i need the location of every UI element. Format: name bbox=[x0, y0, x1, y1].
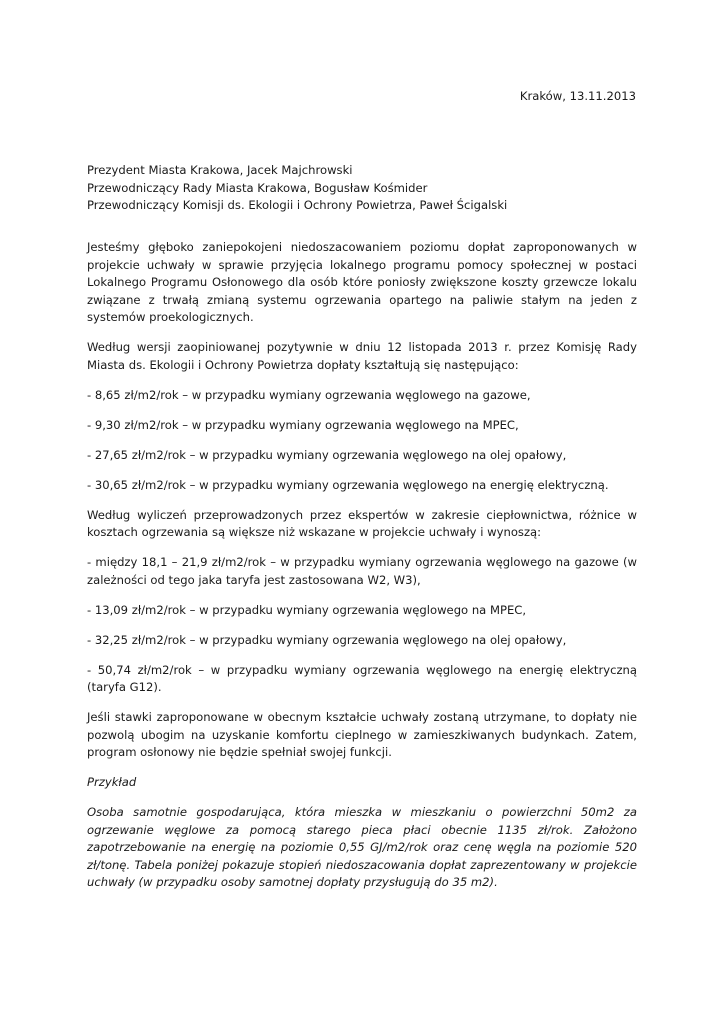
recipients-block bbox=[87, 162, 647, 215]
list-item: - 13,09 zł/m2/rok – w przypadku wymiany ogrzewania węglowego na MPEC, bbox=[87, 602, 527, 617]
list-item: - 9,30 zł/m2/rok – w przypadku wymiany ogrzewania węglowego na MPEC, bbox=[87, 417, 519, 432]
example-heading: Przykład bbox=[87, 775, 137, 789]
intro-paragraph: Jesteśmy głęboko zaniepokojeni niedoszacowaniem poziomu dopłat zaproponowanych w projekcie uchwały w sprawie przyjęcia lokalnego programu pomocy społecznej w postaci Lokalnego Programu Osłonowego dla osób które poniosły zwiększone koszty grzewcze lokalu związane z trwałą zmianą systemu ogrzewania opartego na paliwie stałym na jeden z systemów proekologicznych. bbox=[87, 240, 637, 324]
list-item: - 27,65 zł/m2/rok – w przypadku wymiany ogrzewania węglowego na olej opałowy, bbox=[87, 447, 567, 462]
experts-paragraph: Według wyliczeń przeprowadzonych przez ekspertów w zakresie ciepłownictwa, różnice w kosztach ogrzewania są większe niż wskazane w projekcie uchwały i wynoszą: bbox=[87, 507, 637, 539]
list-item: - między 18,1 – 21,9 zł/m2/rok – w przypadku wymiany ogrzewania węglowego na gazowe (w zależności od tego jaka taryfa jest zastosowana W2, W3), bbox=[87, 555, 637, 587]
example-paragraph: Osoba samotnie gospodarująca, która mieszka w mieszkaniu o powierzchni 50m2 za ogrzewanie węglowe za pomocą starego pieca płaci obecnie 1135 zł/rok. Założono zapotrzebowanie na energię na poziomie 0,55 GJ/m2/rok oraz cenę węgla na poziomie 520 zł/tonę. Tabela poniżej pokazuje stopień niedoszacowania dopłat zaprezentowany w projekcie uchwały (w przypadku osoby samotnej dopłaty przysługują do 35 m2). bbox=[87, 805, 637, 889]
letter-date: Kraków, 13.11.2013 bbox=[519, 89, 636, 103]
recipient-commission-chair: Przewodniczący Komisji ds. Ekologii i Ochrony Powietrza, Paweł Ścigalski bbox=[87, 198, 508, 212]
list-item: - 30,65 zł/m2/rok – w przypadku wymiany ogrzewania węglowego na energię elektryczną. bbox=[87, 477, 609, 492]
recipient-council-chair: Przewodniczący Rady Miasta Krakowa, Bogusław Kośmider bbox=[87, 180, 428, 195]
list-item: - 8,65 zł/m2/rok – w przypadku wymiany ogrzewania węglowego na gazowe, bbox=[87, 387, 531, 402]
list-item: - 50,74 zł/m2/rok – w przypadku wymiany ogrzewania węglowego na energię elektryczną (taryfa G12). bbox=[87, 662, 637, 694]
list-item: - 32,25 zł/m2/rok – w przypadku wymiany ogrzewania węglowego na olej opałowy, bbox=[87, 632, 567, 647]
recipient-mayor: Prezydent Miasta Krakowa, Jacek Majchrowski bbox=[87, 163, 353, 177]
letter-body bbox=[87, 239, 637, 904]
conclusion-paragraph: Jeśli stawki zaproponowane w obecnym kształcie uchwały zostaną utrzymane, to dopłaty nie pozwolą ubogim na uzyskanie komfortu cieplnego w zamieszkiwanych budynkach. Zatem, program osłonowy nie będzie spełniał swojej funkcji. bbox=[87, 710, 637, 759]
version-paragraph: Według wersji zaopiniowanej pozytywnie w dniu 12 listopada 2013 r. przez Komisję Rady Miasta ds. Ekologii i Ochrony Powietrza dopłaty kształtują się następująco: bbox=[87, 340, 637, 372]
